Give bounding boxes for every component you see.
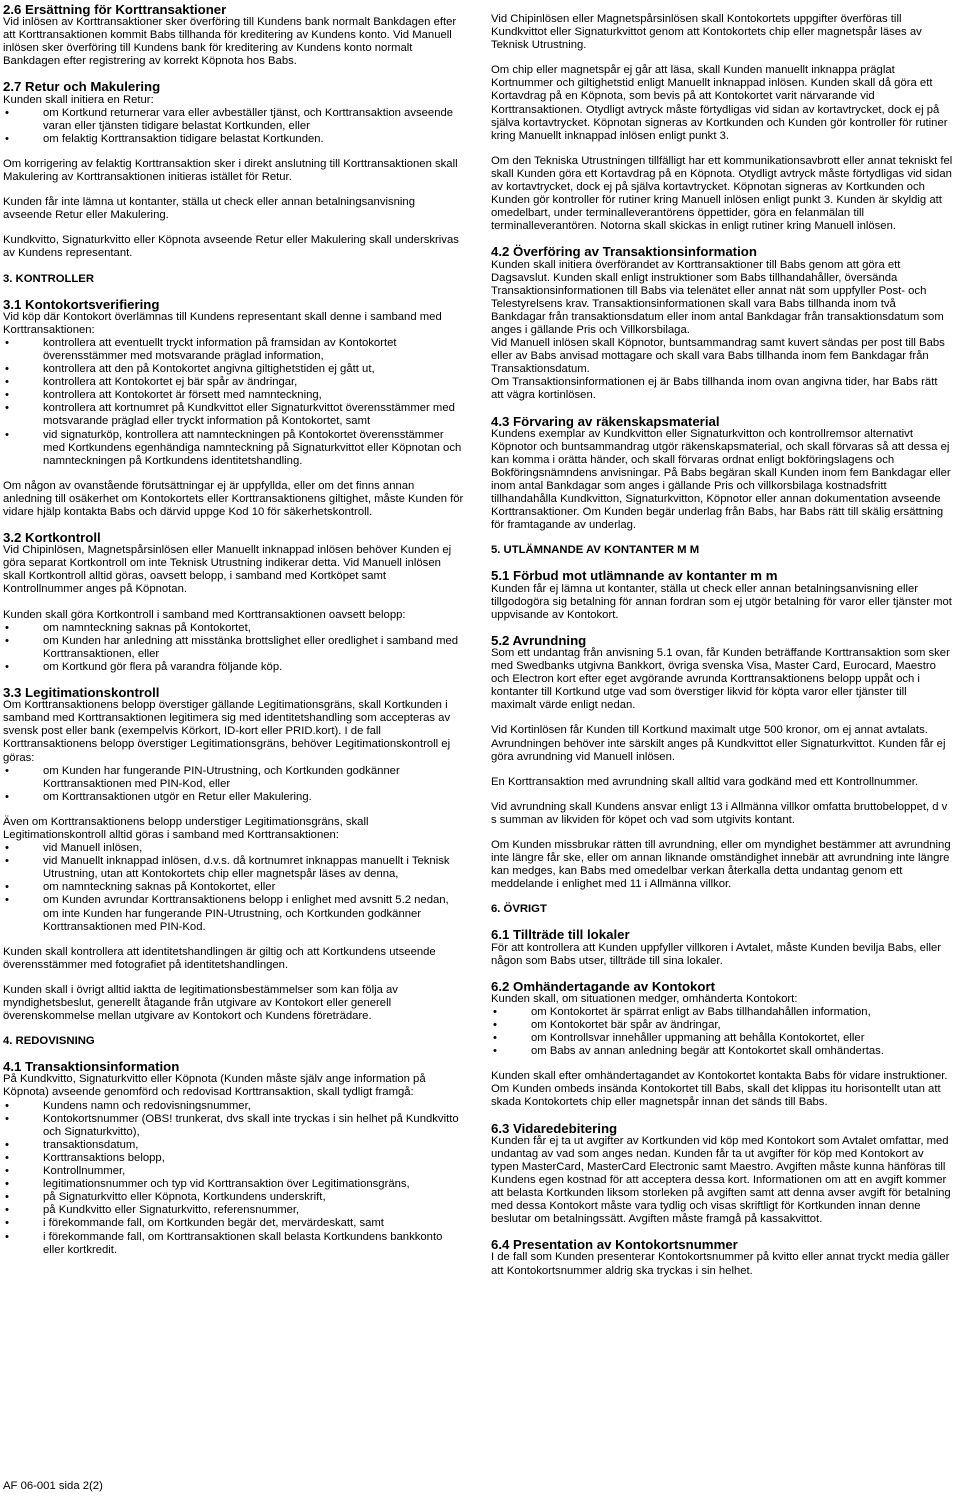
list-item: • vid Manuell inlösen,: [3, 842, 465, 855]
section-2-7-list: [3, 107, 465, 146]
section-3-1-intro: Vid köp där Kontokort överlämnas till Kundens representant skall denne i samband med Korttransaktionen:: [3, 310, 442, 336]
section-6-1-heading: 6.1 Tillträde till lokaler: [491, 927, 630, 943]
list-item: • kontrollera att Kontokortet ej bär spår av ändringar,: [3, 376, 465, 389]
list-item: • om namnteckning saknas på Kontokortet,: [3, 622, 465, 635]
list-item: • kontrollera att Kontokortet är försett med namnteckning,: [3, 389, 465, 402]
list-item: • om Kunden har fungerande PIN-Utrustning, och Kortkunden godkänner Korttransaktionen med PIN-Kod, eller: [3, 765, 465, 791]
section-3-2-paragraph: Vid Chipinlösen, Magnetspårsinlösen eller Manuellt inknappad inlösen behöver Kunden ej göra separat Kortkontroll om inte Teknisk Utrustning indikerar detta. Vid Manuell inlösen skall Kortkontroll alltid göras, oavsett belopp, i samband med Kortköpet samt Kontrollnummer anges på Köpnotan.: [3, 544, 452, 596]
section-3-3-paragraph: Även om Korttransaktionens belopp understiger Legitimationsgräns, skall Legitimationskontroll alltid göras i samband med Korttransaktionen:: [3, 815, 369, 841]
section-6-3-heading: 6.3 Vidaredebitering: [491, 1120, 618, 1136]
section-3-2-list: [3, 622, 465, 674]
section-6-4-paragraph: I de fall som Kunden presenterar Kontokortsnummer på kvitto eller annat tryckt media gäller att Kontokortsnummer aldrig ska tryckas i sin helhet.: [491, 1251, 950, 1277]
section-4-2-heading: 4.2 Överföring av Transaktionsinformation: [491, 244, 757, 260]
list-item: • transaktionsdatum,: [3, 1139, 465, 1152]
list-item: • i förekommande fall, om Kortkunden begär det, mervärdeskatt, samt: [3, 1217, 465, 1230]
list-item: • om Kortkund gör flera på varandra följande köp.: [3, 661, 465, 674]
section-2-7-heading: 2.7 Retur och Makulering: [3, 79, 161, 95]
list-item: • om Kunden avrundar Korttransaktionens belopp i enlighet med avsnitt 5.2 nedan, om inte Kunden har fungerande PIN-Utrustning, och Kortkunden godkänner Korttransaktionen med PIN-Kod.: [3, 894, 465, 933]
section-4-2-paragraph: Kunden skall initiera överförandet av Korttransaktioner till Babs genom att göra ett Dagsavslut. Kunden skall enligt instruktioner som Babs tillhandahåller, översända Transaktionsinformationen till Babs via telenätet eller annat nät som uppfyller Post- och Telestyrelsens krav. Transaktionsinformationen skall vara Babs tillhanda inom två Bankdagar från transaktionsdatum eller inom antal Bankdagar från transaktionsdatum som anges i gällande Pris och Villkorsbilaga.: [491, 258, 944, 336]
section-3-3-list: [3, 842, 465, 934]
section-5-2-paragraph: Som ett undantag från anvisning 5.1 ovan, får Kunden beträffande Korttransaktion som sker med Swedbanks utgivna Bankkort, övriga svenska Visa, Master Card, Eurocard, Maestro och Electron kort efter eget avgörande avrunda Korttransaktionens belopp uppåt och i kontanter till Kortkund utge vad som överstiger likvid för köpta varor eller tjänster till maximalt värde enligt nedan.: [491, 646, 950, 712]
section-6-2-list: [491, 1006, 953, 1058]
section-4-3-heading: 4.3 Förvaring av räkenskapsmaterial: [491, 413, 720, 429]
section-5-2-paragraph: Vid avrundning skall Kundens ansvar enligt 13 i Allmänna villkor omfatta bruttobeloppet, d v s summan av likviden för köpet och vad som utgivits kontant.: [491, 800, 948, 826]
list-item: • om Kortkund returnerar vara eller avbeställer tjänst, och Korttransaktion avseende varan eller tjänsten tidigare belastat Kortkunden, eller: [3, 107, 465, 133]
section-3-3-heading: 3.3 Legitimationskontroll: [3, 685, 160, 701]
section-4-3-paragraph: Kundens exemplar av Kundkvitton eller Signaturkvitton och kontrollremsor alternativt Köpnotor och buntsammandrag utgör räkenskapsmaterial, och skall förvaras så att dessa ej kan komma i orätta händer, och skall förvaras ordnat enligt bokföringslagens och Bokföringsnämndens anvisningar. På Babs begäran skall Kunden inom fem Bankdagar eller inom antal Bankdagar som anges i gällande Pris och villkorsbilaga kostnadsfritt tillhandahålla Kundkvitton, Signaturkvitton, Köpnotor eller annan dokumentation avseende Korttransaktioner. Om Kunden begär underlag från Babs, har Babs rätt till skälig ersättning för framtagande av underlag.: [491, 427, 951, 532]
list-item: • om Kontokortet bär spår av ändringar,: [491, 1019, 953, 1032]
list-item: • Kontokortsnummer (OBS! trunkerat, dvs skall inte tryckas i sin helhet på Kundkvitto och Signaturkvitto),: [3, 1113, 465, 1139]
list-item: • vid signaturköp, kontrollera att namnteckningen på Kontokortet överensstämmer med Kortkundens egenhändiga namnteckning på Signaturkvittot eller Köpnotan och namnteckningen på Kortkundens identitetshandling.: [3, 429, 465, 468]
list-item: • Kundens namn och redovisningsnummer,: [3, 1100, 465, 1113]
list-item: • Kontrollnummer,: [3, 1165, 465, 1178]
right-paragraph: Vid Chipinlösen eller Magnetspårsinlösen skall Kontokortets uppgifter överföras till Kundkvittot eller Signaturkvittot genom att Kontokortets chip eller magnetspår läses av Teknisk Utrustning.: [491, 13, 922, 52]
section-3-1-paragraph: Om någon av ovanstående förutsättningar ej är uppfyllda, eller om det finns annan anledning till osäkerhet om Kontokortets eller Korttransaktionens giltighet, måste Kunden för vidare hjälp kontakta Babs och därvid uppge Kod 10 för säkerhetskontroll.: [3, 479, 464, 518]
section-6-4-heading: 6.4 Presentation av Kontokortsnummer: [491, 1237, 738, 1253]
section-3-2-paragraph: Kunden skall göra Kortkontroll i samband med Korttransaktionen oavsett belopp:: [3, 608, 406, 621]
right-paragraph: Om chip eller magnetspår ej går att läsa, skall Kunden manuellt inknappa präglat Kortnummer och giltighetstid enligt Manuellt inknappad inlösen. Kunden skall då göra ett Kortavdrag på en Köpnota, som bevis på att Kontokortet varit närvarande vid Korttransaktionen. Otydligt avtryck måste förtydligas vid sidan av kortavtrycket, dock ej på själva kortavtrycket. Köpnotan signeras av Kortkunden och Kunden gör kontroller för rutiner kring Manuellt inknappad inlösen enligt punkt 3.: [491, 64, 948, 142]
section-2-7-intro: Kunden skall initiera en Retur:: [3, 93, 154, 106]
section-3-1-list: [3, 337, 465, 468]
section-6-2-paragraph: Kunden skall efter omhändertagandet av Kontokortet kontakta Babs för vidare instruktioner. Om Kunden ombeds insända Kontokortet till Babs, skall det klippas itu horisontellt utan att skada Kontokortets chip eller magnetspår innan det sänds till Babs.: [491, 1070, 948, 1109]
section-3-3-list: [3, 765, 465, 804]
section-2-6-text: Vid inlösen av Korttransaktioner sker överföring till Kundens bank normalt Bankdagen efter att Korttransaktionen kommit Babs tillhanda för kreditering av Kundens konto. Vid Manuell inlösen sker överföring till Kundens bank för kreditering av Kundens konto normalt Bankdagen efter registrering av korrekt Köpnota hos Babs.: [3, 16, 457, 68]
list-item: • om Kontokortet är spärrat enligt av Babs tillhandahållen information,: [491, 1006, 953, 1019]
section-4-2-paragraph: Vid Manuell inlösen skall Köpnotor, buntsammandrag samt kuvert sändas per post till Babs eller av Babs anvisad mottagare och skall vara Babs tillhanda inom fem Bankdagar från Transaktionsdatum.: [491, 337, 945, 376]
right-paragraph: Om den Tekniska Utrustningen tillfälligt har ett kommunikationsavbrott eller annat tekniskt fel skall Kunden göra ett Kortavdrag på en Köpnota. Otydligt avtryck måste förtydligas vid sidan av kortavtrycket, dock ej på själva kortavtrycket. Köpnotan signeras av Kortkunden och Kunden gör kontroller för rutiner kring Manuell inlösen enligt punkt 3. Kunden är skyldig att omedelbart, under terminalleverantörens öppettider, göra en felanmälan till terminalleverantören. Notorna skall skickas in enligt rutiner kring Manuell inlösen.: [491, 154, 953, 233]
section-3-2-heading: 3.2 Kortkontroll: [3, 530, 101, 546]
section-5-1-heading: 5.1 Förbud mot utlämnande av kontanter m m: [491, 568, 778, 584]
list-item: • i förekommande fall, om Korttransaktionen skall belasta Kortkundens bankkonto eller kortkredit.: [3, 1231, 465, 1257]
section-6-1-paragraph: För att kontrollera att Kunden uppfyller villkoren i Avtalet, måste Kunden bevilja Babs, eller någon som Babs utser, tillträde till sina lokaler.: [491, 941, 942, 967]
section-4-1-intro: På Kundkvitto, Signaturkvitto eller Köpnota (Kunden måste själv ange information på Köpnota) avseende genomförd och redovisad Korttransaktion, skall tydligt framgå:: [3, 1073, 426, 1099]
section-6-heading: 6. ÖVRIGT: [491, 903, 547, 916]
section-3-3-paragraph: Om Korttransaktionens belopp överstiger gällande Legitimationsgräns, skall Kortkunden i samband med Korttransaktionen legitimera sig med identitetshandling som accepteras av svensk post eller bank (exempelvis Körkort, ID-kort eller PRID.kort). I de fall Korttransaktionens belopp överstiger Legitimationsgräns, behöver Legitimationskontroll ej göras:: [3, 699, 451, 764]
section-5-2-heading: 5.2 Avrundning: [491, 632, 587, 648]
section-5-2-paragraph: Om Kunden missbrukar rätten till avrundning, eller om myndighet bestämmer att avrundning inte längre får ske, eller om annan liknande omständighet innebär att avrundning inte längre kan medges, kan Babs med omedelbar verkan återkalla detta undantag genom ett meddelande i enlighet med 11 i Allmänna villkor.: [491, 838, 951, 891]
list-item: • kontrollera att eventuellt tryckt information på framsidan av Kontokortet överensstämmer med motsvarande präglad information,: [3, 337, 465, 363]
list-item: • på Kundkvitto eller Signaturkvitto, referensnummer,: [3, 1204, 465, 1217]
list-item: • om Korttransaktionen utgör en Retur eller Makulering.: [3, 791, 465, 804]
section-3-3-paragraph: Kunden skall kontrollera att identitetshandlingen är giltig och att Kortkundens utseende överensstämmer med fotografiet på identitetshandlingen.: [3, 945, 436, 971]
list-item: • vid Manuellt inknappad inlösen, d.v.s. då kortnumret inknappas manuellt i Teknisk Utrustning, utan att Kontokortets chip eller magnetspår läses av denna,: [3, 855, 465, 881]
section-4-2-paragraph: Om Transaktionsinformationen ej är Babs tillhanda inom ovan angivna tider, har Babs rätt att vägra kortinlösen.: [491, 376, 938, 402]
page-footer: AF 06-001 sida 2(2): [3, 1480, 103, 1492]
list-item: • Korttransaktions belopp,: [3, 1152, 465, 1165]
list-item: • om Kunden har anledning att misstänka brottslighet eller oredlighet i samband med Korttransaktionen, eller: [3, 635, 465, 661]
section-6-2-intro: Kunden skall, om situationen medger, omhänderta Kontokort:: [491, 992, 798, 1005]
section-2-6-heading: 2.6 Ersättning för Korttransaktioner: [3, 2, 227, 17]
section-5-1-paragraph: Kunden får ej lämna ut kontanter, ställa ut check eller annan betalningsanvisning eller tillgodogöra sig betalning för annan fordran som ej utgör betalning för varor eller tjänster mot uppvisande av Kontokort.: [491, 582, 952, 621]
list-item: • legitimationsnummer och typ vid Korttransaktion över Legitimationsgräns,: [3, 1178, 465, 1191]
section-4-1-list: [3, 1100, 465, 1257]
section-4-heading: 4. REDOVISNING: [3, 1035, 95, 1048]
list-item: • om Kontrollsvar innehåller uppmaning att behålla Kontokortet, eller: [491, 1032, 953, 1045]
section-3-1-heading: 3.1 Kontokortsverifiering: [3, 296, 160, 312]
left-column: [3, 3, 465, 1257]
section-2-7-paragraph: Kunden får inte lämna ut kontanter, ställa ut check eller annan betalningsanvisning avseende Retur eller Makulering.: [3, 196, 415, 222]
list-item: • på Signaturkvitto eller Köpnota, Kortkundens underskrift,: [3, 1191, 465, 1204]
section-6-2-heading: 6.2 Omhändertagande av Kontokort: [491, 978, 716, 994]
section-2-7-paragraph: Kundkvitto, Signaturkvitto eller Köpnota avseende Retur eller Makulering skall underskrivas av Kundens representant.: [3, 234, 459, 260]
right-column: [491, 3, 953, 1278]
list-item: • om felaktig Korttransaktion tidigare belastat Kortkunden.: [3, 133, 465, 146]
section-5-2-paragraph: En Korttransaktion med avrundning skall alltid vara godkänd med ett Kontrollnummer.: [491, 775, 918, 788]
section-3-3-paragraph: Kunden skall i övrigt alltid iaktta de legitimationsbestämmelser som kan följa av myndighetsbeslut, generellt åtagande från utgivare av Kontokort eller generell överenskommelse mellan utgivare av Kontokort och Kundens företrädare.: [3, 983, 398, 1023]
section-6-3-paragraph: Kunden får ej ta ut avgifter av Kortkunden vid köp med Kontokort som Avtalet omfattar, med undantag av vad som anges nedan. Kunden får ta ut avgifter för köp med Kontokort av typen MasterCard, MasterCard Electronic samt Maestro. Avgiften måste kunna hänföras till Kundens egen kostnad för att acceptera dessa kort. Informationen om att en avgift kommer att belasta Kortkunden liksom storleken på avgiften samt att denna avser avgift för betalning med dessa Kontokort måste vara tydlig och visas skriftligt för Kortkunden innan denne beslutar om betalningssätt. Avgiften måste framgå på kassakvittot.: [491, 1134, 951, 1226]
section-4-1-heading: 4.1 Transaktionsinformation: [3, 1059, 180, 1075]
section-3-heading: 3. KONTROLLER: [3, 272, 95, 285]
list-item: • om namnteckning saknas på Kontokortet, eller: [3, 881, 465, 894]
list-item: • om Babs av annan anledning begär att Kontokortet skall omhändertas.: [491, 1045, 953, 1058]
section-5-2-paragraph: Vid Kortinlösen får Kunden till Kortkund maximalt utge 500 kronor, om ej annat avtalats. Avrundningen behöver inte särskilt anges på Kundkvittot eller Signaturkvittot. Kunden får ej göra avrundning vid Manuell inlösen.: [491, 724, 946, 763]
section-2-7-paragraph: Om korrigering av felaktig Korttransaktion sker i direkt anslutning till Korttransaktionen skall Makulering av Korttransaktionen initieras istället för Retur.: [3, 157, 458, 184]
section-5-heading: 5. UTLÄMNANDE AV KONTANTER M M: [491, 544, 700, 557]
list-item: • kontrollera att kortnumret på Kundkvittot eller Signaturkvittot överensstämmer med motsvarande präglad eller tryckt information på Kontokortet, samt: [3, 402, 465, 428]
list-item: • kontrollera att den på Kontokortet angivna giltighetstiden ej gått ut,: [3, 363, 465, 376]
